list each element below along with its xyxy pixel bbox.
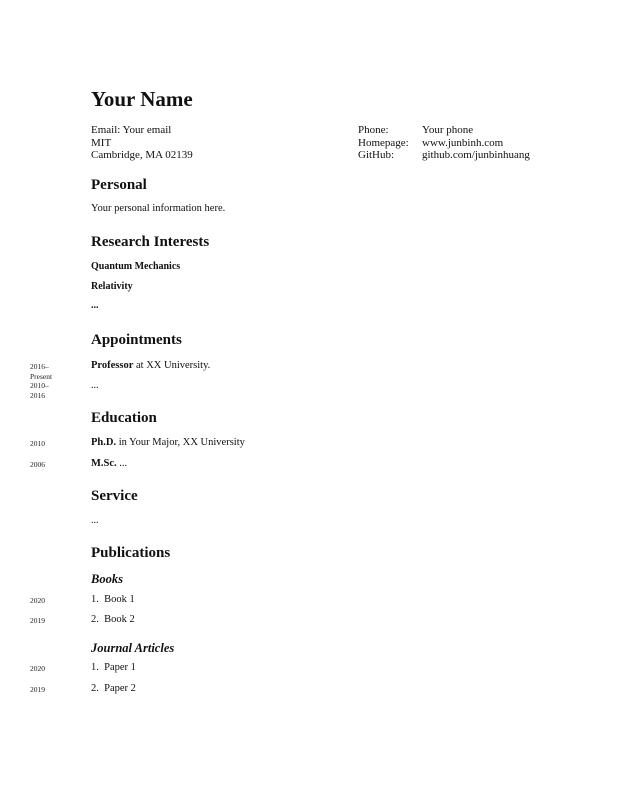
personal-text: Your personal information here. — [91, 203, 226, 214]
appointment-date-end: 2016 — [30, 390, 45, 400]
publication-item — [91, 682, 136, 695]
research-item: Quantum Mechanics — [91, 261, 181, 272]
appointment-entry — [91, 359, 210, 372]
contact-email: Email: Your email — [91, 124, 172, 136]
education-date: 2010 — [30, 439, 45, 448]
publication-title: Book 2 — [104, 614, 135, 625]
publication-title: Paper 2 — [104, 683, 136, 694]
publication-date: 2019 — [30, 685, 45, 694]
section-heading-appointments: Appointments — [91, 332, 182, 348]
appointment-date — [30, 362, 52, 400]
section-heading-personal: Personal — [91, 177, 147, 193]
contact-institution: MIT — [91, 136, 112, 149]
appointment-detail: ... — [91, 380, 99, 391]
appointment-date-end: Present — [30, 371, 53, 381]
publication-date: 2020 — [30, 664, 45, 673]
education-detail: ... — [116, 458, 128, 469]
service-text: ... — [91, 515, 99, 526]
education-detail: in Your Major, XX University — [116, 437, 245, 448]
education-entry — [91, 457, 127, 470]
contact-phone-label: Phone: — [358, 124, 389, 136]
subsection-heading-journal: Journal Articles — [91, 641, 175, 655]
publication-date: 2019 — [30, 616, 45, 625]
contact-github-link[interactable]: github.com/junbinhuang — [422, 149, 530, 161]
appointment-title: Professor — [91, 360, 134, 371]
contact-homepage-label: Homepage: — [358, 136, 409, 149]
publication-item — [91, 593, 135, 606]
subsection-heading-books: Books — [91, 572, 123, 586]
appointment-entry — [91, 379, 99, 392]
section-heading-education: Education — [91, 410, 157, 426]
publication-item — [91, 661, 136, 674]
publication-date: 2020 — [30, 596, 45, 605]
publication-item — [91, 613, 135, 626]
education-date: 2006 — [30, 460, 45, 469]
section-heading-service: Service — [91, 488, 138, 504]
publication-number: 1. — [91, 594, 99, 605]
section-heading-research: Research Interests — [91, 234, 210, 250]
contact-address: Cambridge, MA 02139 — [91, 149, 193, 161]
publication-title: Paper 1 — [104, 662, 136, 673]
contact-github-row — [358, 149, 530, 162]
publication-number: 2. — [91, 683, 99, 694]
education-entry — [91, 436, 245, 449]
contact-homepage-link[interactable]: www.junbinh.com — [422, 136, 504, 149]
appointment-date-start: 2016– — [30, 362, 49, 371]
contact-right — [358, 124, 530, 162]
research-item: Relativity — [91, 281, 133, 292]
education-degree: Ph.D. — [91, 437, 117, 448]
contact-phone-row — [358, 124, 530, 137]
publication-title: Book 1 — [104, 594, 135, 605]
section-heading-publications: Publications — [91, 545, 171, 561]
contact-github-label: GitHub: — [358, 149, 395, 161]
contact-homepage-row — [358, 137, 530, 150]
appointment-detail: at XX University. — [133, 360, 211, 371]
cv-name: Your Name — [91, 87, 193, 111]
education-degree: M.Sc. — [91, 458, 117, 469]
research-item: ... — [91, 300, 99, 311]
publication-number: 2. — [91, 614, 99, 625]
contact-phone-value: Your phone — [422, 124, 474, 136]
appointment-date-start: 2010– — [30, 381, 49, 390]
publication-number: 1. — [91, 662, 99, 673]
contact-left — [91, 124, 193, 162]
